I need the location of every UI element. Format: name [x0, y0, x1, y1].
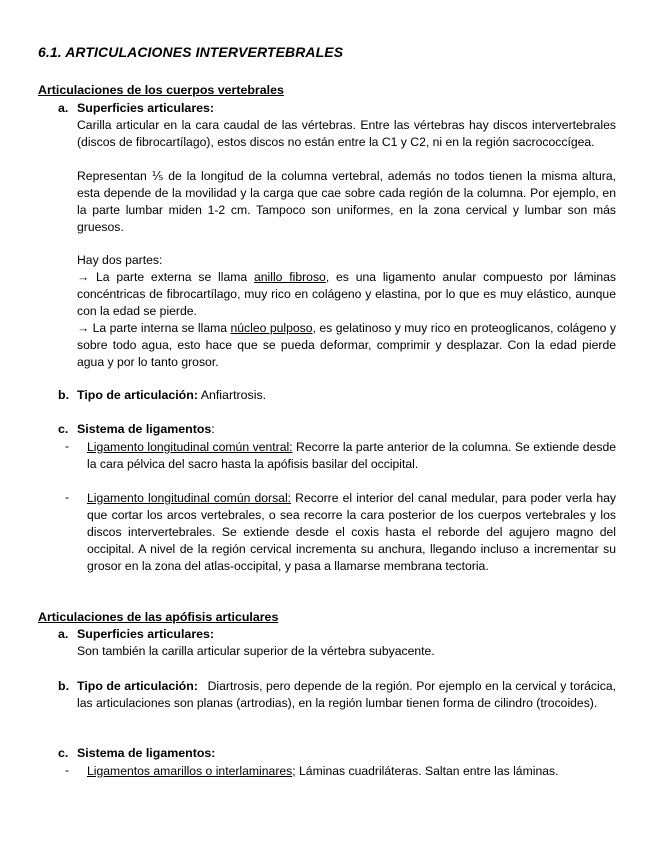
item-superficies-articulares-2	[58, 627, 214, 641]
text-post: , es una ligamento anular compuesto por láminas concéntricas de fibrocartílago, muy rico en colágeno y elastina, por lo que es muy elástico, aunque con la edad se pierde.	[77, 270, 616, 318]
page-title: 6.1. ARTICULACIONES INTERVERTEBRALES	[38, 44, 344, 60]
ligament-amarillos	[87, 763, 616, 780]
item-heading: Sistema de ligamentos:	[77, 746, 216, 760]
paragraph-carilla: Carilla articular en la cara caudal de las vértebras. Entre las vértebras hay discos intervertebrales (discos de fibrocartílago), estos discos no están entre la C1 y C2, ni en la región sacrococcígea.	[77, 118, 616, 149]
paragraph-carilla-superior: Son también la carilla articular superior de la vértebra subyacente.	[77, 644, 435, 658]
item-heading: Superficies articulares:	[77, 627, 215, 641]
list-dash: -	[65, 490, 70, 504]
list-dash: -	[65, 763, 70, 777]
paragraph-nucleo-pulposo	[77, 320, 616, 371]
item-letter: b.	[58, 679, 70, 693]
item-colon: :	[211, 422, 215, 436]
text-pre: → La parte interna se llama	[77, 321, 231, 335]
item-sistema-ligamentos-2	[58, 746, 215, 760]
item-heading: Superficies articulares:	[77, 101, 215, 115]
item-text: Anfiartrosis.	[197, 388, 267, 402]
term-ligamento-ventral: Ligamento longitudinal común ventral:	[87, 440, 293, 454]
item-letter: a.	[58, 101, 69, 115]
section-heading-apofisis: Articulaciones de las apófisis articulares	[38, 610, 279, 624]
section-heading-cuerpos: Articulaciones de los cuerpos vertebrales	[38, 83, 284, 97]
item-letter: c.	[58, 422, 69, 436]
text-post: , es gelatinoso y muy rico en proteoglicanos, colágeno y sobre todo agua, esto hace que se pueda deformar, comprimir y desplazar. Con la edad pierde agua y por lo tanto grosor.	[77, 321, 616, 369]
text-pre: → La parte externa se llama	[77, 270, 254, 284]
item-letter: c.	[58, 746, 69, 760]
paragraph-anillo-fibroso	[77, 269, 616, 320]
term-anillo-fibroso: anillo fibroso	[253, 270, 326, 284]
item-letter: a.	[58, 627, 69, 641]
ligament-amarillos-text: Láminas cuadriláteras. Saltan entre las láminas.	[295, 764, 559, 778]
ligament-dorsal-text: Recorre el interior del canal medular, para poder verla hay que cortar los arcos vertebrales, o sea recorre la cara posterior de los cuerpos vertebrales y los discos intervertebrales. Se extiende desde el coxis hasta el reborde del agujero magno del occipital. A nivel de la región cervical incrementa su anchura, llegando incluso a incrementar su grosor en la zona del atlas-occipital, y pasa a llamarse membrana tectoria.	[87, 491, 616, 573]
item-sistema-ligamentos	[58, 422, 215, 436]
term-nucleo-pulposo: núcleo pulposo	[230, 321, 313, 335]
item-letter: b.	[58, 388, 70, 402]
list-dash: -	[65, 439, 70, 453]
paragraph-diartrosis-text: Diartrosis, pero depende de la región. Por ejemplo en la cervical y torácica, las articulaciones son planas (artrodias), en la región lumbar tienen forma de cilindro (trocoides).	[77, 679, 616, 710]
item-heading: Tipo de articulación:	[77, 679, 198, 693]
item-tipo-articulacion	[58, 388, 266, 402]
ligament-dorsal	[87, 490, 616, 575]
term-ligamento-dorsal: Ligamento longitudinal común dorsal:	[87, 491, 292, 505]
ligament-ventral	[87, 439, 616, 473]
paragraph-dos-partes: Hay dos partes:	[77, 253, 163, 267]
paragraph-representan: Representan ⅕ de la longitud de la columna vertebral, además no todos tienen la misma altura, esta depende de la movilidad y la carga que cae sobre cada región de la columna. Por ejemplo, en la parte lumbar miden 1-2 cm. Tampoco son uniformes, en la zona cervical y lumbar son más gruesos.	[77, 169, 616, 234]
item-superficies-articulares	[58, 101, 214, 115]
paragraph-diartrosis	[77, 678, 616, 712]
item-heading: Tipo de articulación:	[77, 388, 198, 402]
ligament-ventral-text: Recorre la parte anterior de la columna. Se extiende desde la cara pélvica del sacro hasta la apófisis basilar del occipital.	[87, 440, 616, 471]
item-heading: Sistema de ligamentos	[77, 422, 212, 436]
term-ligamentos-amarillos: Ligamentos amarillos o interlaminares;	[87, 764, 296, 778]
